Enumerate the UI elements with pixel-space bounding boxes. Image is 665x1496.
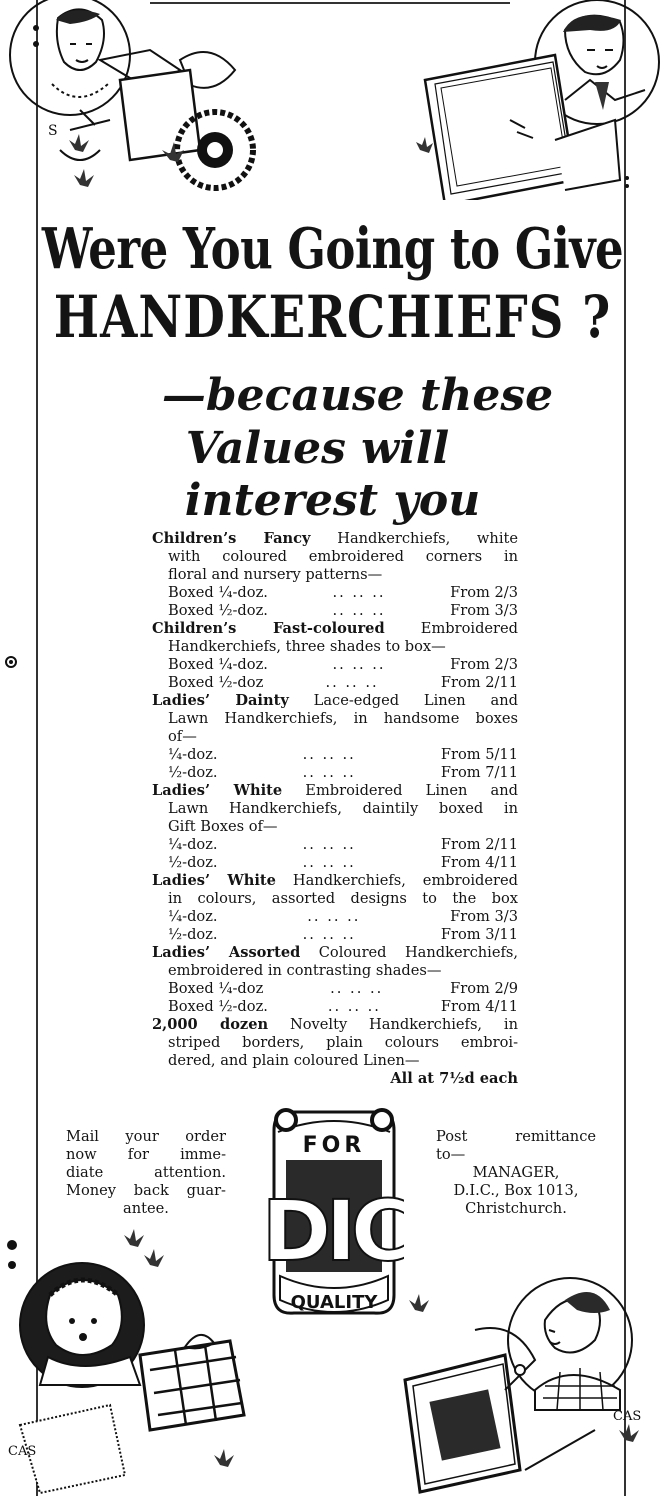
leader-dots: .. .. .. <box>302 926 356 943</box>
boy-portrait-illustration <box>415 0 665 200</box>
price-row <box>152 656 518 674</box>
item-description-line: in colours, assorted designs to the box <box>168 890 518 907</box>
item-description-line: Gift Boxes of— <box>168 818 278 835</box>
leader-dots: .. .. .. <box>332 602 386 619</box>
novelty-description-line: 2,000 dozen Novelty Handkerchiefs, in <box>152 1016 518 1033</box>
logo-dic-text: DIC <box>264 1182 404 1280</box>
item-description-line: Handkerchiefs, three shades to box— <box>168 638 446 655</box>
dic-quality-logo <box>264 1100 404 1325</box>
price-row <box>152 746 518 764</box>
headline-question: Were You Going to Give <box>41 215 624 282</box>
price-value: From 2/11 <box>440 836 518 853</box>
novelty-price: All at 7½d each <box>390 1070 518 1087</box>
logo-for-text: FOR <box>302 1133 366 1158</box>
leader-dots: .. .. .. <box>302 854 356 871</box>
margin-dot <box>4 655 18 669</box>
item-name-bold: Ladies’ Assorted <box>152 944 301 961</box>
leader-dots: .. .. .. <box>332 584 386 601</box>
item-description-line: of— <box>168 728 197 745</box>
price-row <box>152 980 518 998</box>
price-value: From 2/11 <box>440 674 518 691</box>
price-row <box>152 998 518 1016</box>
price-row <box>152 854 518 872</box>
size-label: Boxed ¼-doz. <box>168 656 268 673</box>
leader-dots: .. .. .. <box>327 998 381 1015</box>
size-label: Boxed ½-doz. <box>168 998 268 1015</box>
item-description-line: Children’s Fancy Handkerchiefs, white <box>152 530 518 547</box>
item-description-line: floral and nursery patterns— <box>168 566 383 583</box>
post-remittance-note <box>436 1128 596 1218</box>
baby-portrait-illustration <box>0 1225 270 1496</box>
price-value: From 2/9 <box>450 980 518 997</box>
artist-signature-bottom-right: CAS <box>613 1409 642 1424</box>
woman-portrait-illustration <box>0 0 260 200</box>
mail-order-note <box>66 1128 226 1218</box>
item-description-line: with coloured embroidered corners in <box>168 548 518 565</box>
item-description-line: Children’s Fast-coloured Embroidered <box>152 620 518 637</box>
leader-dots: .. .. .. <box>307 908 361 925</box>
price-value: From 2/3 <box>450 656 518 673</box>
size-label: ½-doz. <box>168 854 218 871</box>
item-description-line: Lawn Handkerchiefs, daintily boxed in <box>168 800 518 817</box>
novelty-description-line: dered, and plain coloured Linen— <box>168 1052 420 1069</box>
item-description-line: Lawn Handkerchiefs, in handsome boxes <box>168 710 518 727</box>
post-note-line: to— <box>436 1146 466 1163</box>
novelty-description-line: striped borders, plain colours embroi- <box>168 1034 518 1051</box>
price-row <box>152 584 518 602</box>
price-row <box>152 674 518 692</box>
girl-portrait-illustration <box>395 1260 665 1496</box>
price-value: From 3/3 <box>450 908 518 925</box>
size-label: Boxed ½-doz. <box>168 602 268 619</box>
price-row <box>152 926 518 944</box>
size-label: ¼-doz. <box>168 908 218 925</box>
item-name-bold: Ladies’ White <box>152 872 276 889</box>
price-list <box>152 530 518 1088</box>
size-label: ½-doz. <box>168 764 218 781</box>
price-value: From 2/3 <box>450 584 518 601</box>
size-label: Boxed ½-doz <box>168 674 264 691</box>
price-value: From 5/11 <box>440 746 518 763</box>
item-description-line: Ladies’ Assorted Coloured Handkerchiefs, <box>152 944 518 961</box>
item-name-bold: Children’s Fast-coloured <box>152 620 385 637</box>
item-name-bold: Ladies’ White <box>152 782 283 799</box>
leader-dots: .. .. .. <box>330 980 384 997</box>
subheadline-line-1: —because these <box>161 370 554 421</box>
leader-dots: .. .. .. <box>332 656 386 673</box>
size-label: ¼-doz. <box>168 746 218 763</box>
mail-note-line: Mail your order <box>66 1128 226 1145</box>
leader-dots: .. .. .. <box>302 764 356 781</box>
post-note-line: Christchurch. <box>465 1200 567 1217</box>
headline-handkerchiefs: HANDKERCHIEFS ? <box>53 284 612 352</box>
size-label: Boxed ¼-doz. <box>168 584 268 601</box>
size-label: ¼-doz. <box>168 836 218 853</box>
size-label: ½-doz. <box>168 926 218 943</box>
item-name-bold: 2,000 dozen <box>152 1016 269 1033</box>
post-note-line: D.I.C., Box 1013, <box>453 1182 579 1199</box>
mail-note-line: diate attention. <box>66 1164 226 1181</box>
item-description-line: embroidered in contrasting shades— <box>168 962 442 979</box>
mail-note-line: Money back guar- <box>66 1182 226 1199</box>
leader-dots: .. .. .. <box>325 674 379 691</box>
price-value: From 3/11 <box>440 926 518 943</box>
post-note-line: MANAGER, <box>472 1164 560 1181</box>
size-label: Boxed ¼-doz <box>168 980 264 997</box>
price-value: From 7/11 <box>440 764 518 781</box>
mail-note-line: now for imme- <box>66 1146 226 1163</box>
price-value: From 3/3 <box>450 602 518 619</box>
item-description-line: Ladies’ Dainty Lace-edged Linen and <box>152 692 518 709</box>
post-note-line: Post remittance <box>436 1128 596 1145</box>
price-row <box>152 908 518 926</box>
price-row <box>152 602 518 620</box>
item-name-bold: Ladies’ Dainty <box>152 692 289 709</box>
artist-signature-bottom-left: CAS <box>8 1444 37 1459</box>
mail-note-line: antee. <box>123 1200 169 1217</box>
subheadline-line-3: interest you <box>184 475 481 526</box>
item-description-line: Ladies’ White Embroidered Linen and <box>152 782 518 799</box>
price-row <box>152 764 518 782</box>
subheadline-line-2: Values will <box>185 423 450 474</box>
leader-dots: .. .. .. <box>302 836 356 853</box>
price-value: From 4/11 <box>440 998 518 1015</box>
logo-quality-text: QUALITY <box>290 1292 378 1313</box>
item-description-line: Ladies’ White Handkerchiefs, embroidered <box>152 872 518 889</box>
price-row <box>152 836 518 854</box>
leader-dots: .. .. .. <box>302 746 356 763</box>
price-value: From 4/11 <box>440 854 518 871</box>
item-name-bold: Children’s Fancy <box>152 530 311 547</box>
artist-signature-top-left: S <box>48 123 58 139</box>
